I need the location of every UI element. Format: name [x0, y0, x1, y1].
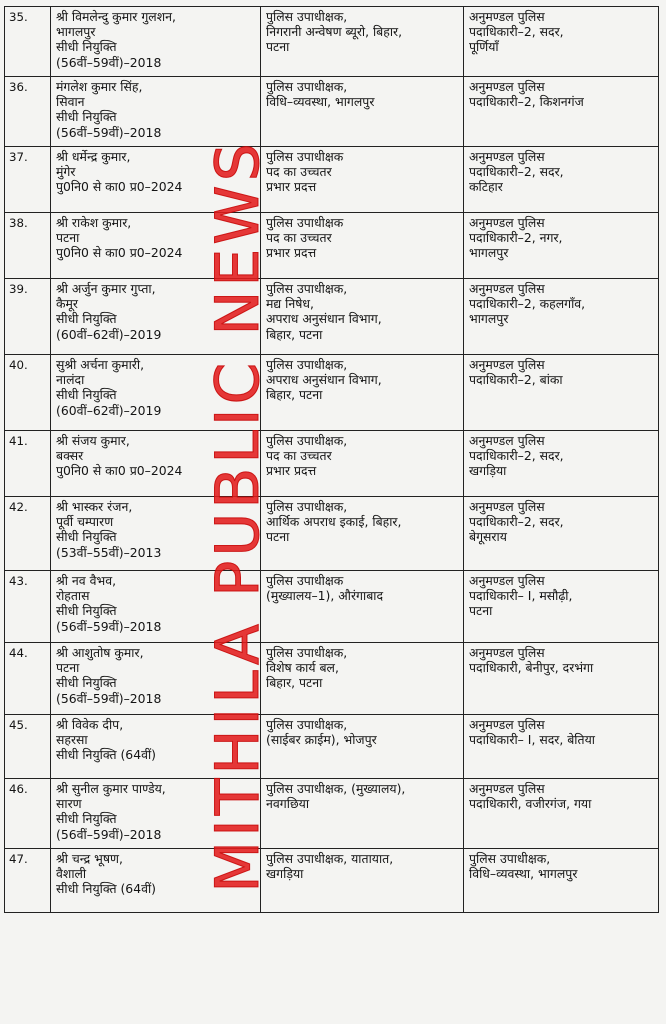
officer-line: सीधी नियुक्ति: [56, 675, 117, 691]
current-post-cell: [261, 643, 464, 715]
officer-line: सारण: [56, 796, 82, 812]
table-row: [5, 213, 659, 279]
officer-line: (56वीं–59वीं)–2018: [56, 826, 162, 842]
current-post-line: पुलिस उपाधीक्षक, यातायात,: [266, 851, 394, 866]
current-post-cell: [261, 147, 464, 213]
officer-line: सहरसा: [56, 732, 88, 748]
officer-line: नालंदा: [56, 372, 85, 388]
new-post-line: पूर्णियाँ: [469, 39, 499, 55]
officer-line: (60वीं–62वीं)–2019: [56, 326, 162, 342]
current-post-line: पुलिस उपाधीक्षक: [266, 573, 344, 588]
current-post-line: विशेष कार्य बल,: [266, 660, 339, 676]
officer-cell: [51, 643, 261, 715]
new-post-line: पदाधिकारी–2, कहलगाँव,: [469, 296, 586, 312]
table-row: [5, 715, 659, 779]
officer-line: सीधी नियुक्ति: [56, 811, 117, 827]
table-row: [5, 849, 659, 913]
current-post-line: प्रभार प्रदत्त: [266, 245, 317, 261]
transfer-table: [4, 6, 659, 913]
officer-line: सीधी नियुक्ति: [56, 109, 117, 125]
current-post-line: प्रभार प्रदत्त: [266, 463, 317, 479]
officer-line: कैमूर: [56, 296, 78, 312]
current-post-cell: [261, 279, 464, 355]
officer-line: (56वीं–59वीं)–2018: [56, 690, 162, 706]
new-post-line: पुलिस उपाधीक्षक,: [469, 851, 551, 866]
officer-cell: [51, 355, 261, 431]
officer-line: सीधी नियुक्ति: [56, 387, 117, 403]
new-post-cell: [464, 147, 659, 213]
table-row: [5, 779, 659, 849]
new-post-line: पदाधिकारी–2, नगर,: [469, 230, 563, 246]
officer-cell: [51, 77, 261, 147]
officer-line: भागलपुर: [56, 24, 96, 40]
new-post-line: भागलपुर: [469, 311, 509, 327]
officer-line: सीधी नियुक्ति (64वीं): [56, 881, 157, 897]
serial-number: 44.: [5, 643, 51, 715]
officer-line: श्री आशुतोष कुमार,: [56, 645, 144, 660]
current-post-line: प्रभार प्रदत्त: [266, 179, 317, 195]
new-post-cell: [464, 497, 659, 571]
current-post-line: पुलिस उपाधीक्षक, (मुख्यालय),: [266, 781, 406, 796]
officer-line: सीधी नियुक्ति: [56, 603, 117, 619]
new-post-cell: [464, 355, 659, 431]
new-post-line: पदाधिकारी–2, सदर,: [469, 24, 564, 40]
current-post-line: नवगछिया: [266, 796, 310, 812]
officer-cell: [51, 779, 261, 849]
current-post-cell: [261, 849, 464, 913]
new-post-cell: [464, 643, 659, 715]
new-post-line: विधि–व्यवस्था, भागलपुर: [469, 866, 578, 882]
new-post-line: भागलपुर: [469, 245, 509, 261]
serial-number: 37.: [5, 147, 51, 213]
new-post-cell: [464, 849, 659, 913]
current-post-line: पद का उच्चतर: [266, 230, 332, 246]
current-post-line: पटना: [266, 39, 290, 55]
current-post-line: (साईबर क्राईम), भोजपुर: [266, 732, 377, 748]
transfer-table-body: [5, 7, 659, 913]
current-post-line: पुलिस उपाधीक्षक,: [266, 79, 348, 94]
new-post-cell: [464, 7, 659, 77]
officer-cell: [51, 7, 261, 77]
officer-line: पटना: [56, 230, 80, 246]
current-post-line: अपराध अनुसंधान विभाग,: [266, 311, 382, 327]
new-post-cell: [464, 779, 659, 849]
current-post-line: बिहार, पटना: [266, 326, 323, 342]
table-row: [5, 279, 659, 355]
table-row: [5, 147, 659, 213]
officer-cell: [51, 147, 261, 213]
current-post-cell: [261, 7, 464, 77]
table-row: [5, 7, 659, 77]
new-post-line: अनुमण्डल पुलिस: [469, 645, 545, 660]
current-post-line: विधि–व्यवस्था, भागलपुर: [266, 94, 375, 110]
officer-line: पु0नि0 से का0 प्र0–2024: [56, 179, 183, 195]
officer-cell: [51, 431, 261, 497]
current-post-cell: [261, 571, 464, 643]
new-post-line: अनुमण्डल पुलिस: [469, 9, 545, 24]
officer-line: श्री राकेश कुमार,: [56, 215, 132, 230]
officer-line: श्री विमलेन्दु कुमार गुलशन,: [56, 9, 176, 24]
new-post-line: पदाधिकारी–2, सदर,: [469, 164, 564, 180]
current-post-line: पुलिस उपाधीक्षक,: [266, 717, 348, 732]
current-post-line: पुलिस उपाधीक्षक,: [266, 645, 348, 660]
current-post-line: अपराध अनुसंधान विभाग,: [266, 372, 382, 388]
officer-cell: [51, 849, 261, 913]
serial-number: 36.: [5, 77, 51, 147]
new-post-line: अनुमण्डल पुलिस: [469, 79, 545, 94]
new-post-line: खगड़िया: [469, 463, 507, 479]
officer-line: (53वीं–55वीं)–2013: [56, 544, 162, 560]
serial-number: 45.: [5, 715, 51, 779]
new-post-line: पदाधिकारी, वजीरगंज, गया: [469, 796, 592, 812]
current-post-line: पुलिस उपाधीक्षक,: [266, 433, 348, 448]
officer-line: सीधी नियुक्ति: [56, 39, 117, 55]
officer-line: (56वीं–59वीं)–2018: [56, 618, 162, 634]
new-post-line: पदाधिकारी– I, मसौढ़ी,: [469, 588, 573, 604]
current-post-cell: [261, 77, 464, 147]
new-post-line: पदाधिकारी– I, सदर, बेतिया: [469, 732, 595, 748]
new-post-cell: [464, 571, 659, 643]
officer-line: सीधी नियुक्ति: [56, 529, 117, 545]
new-post-line: पदाधिकारी–2, सदर,: [469, 448, 564, 464]
table-row: [5, 643, 659, 715]
current-post-line: निगरानी अन्वेषण ब्यूरो, बिहार,: [266, 24, 403, 40]
current-post-line: आर्थिक अपराध इकाई, बिहार,: [266, 514, 402, 530]
officer-line: श्री भास्कर रंजन,: [56, 499, 133, 514]
new-post-line: अनुमण्डल पुलिस: [469, 149, 545, 164]
officer-cell: [51, 213, 261, 279]
current-post-cell: [261, 779, 464, 849]
current-post-line: पुलिस उपाधीक्षक,: [266, 281, 348, 296]
new-post-line: अनुमण्डल पुलिस: [469, 717, 545, 732]
officer-line: श्री संजय कुमार,: [56, 433, 130, 448]
serial-number: 41.: [5, 431, 51, 497]
officer-line: सुश्री अर्चना कुमारी,: [56, 357, 145, 372]
officer-line: वैशाली: [56, 866, 87, 882]
new-post-line: अनुमण्डल पुलिस: [469, 357, 545, 372]
current-post-line: बिहार, पटना: [266, 675, 323, 691]
current-post-line: मद्य निषेध,: [266, 296, 314, 312]
officer-line: श्री विवेक दीप,: [56, 717, 124, 732]
new-post-cell: [464, 431, 659, 497]
officer-cell: [51, 571, 261, 643]
new-post-line: पदाधिकारी–2, बांका: [469, 372, 563, 388]
officer-line: मुंगेर: [56, 164, 76, 180]
table-row: [5, 431, 659, 497]
serial-number: 46.: [5, 779, 51, 849]
officer-cell: [51, 497, 261, 571]
officer-line: सिवान: [56, 94, 85, 110]
watermark-text: MITHILA PUBLIC NEWS: [203, 139, 273, 893]
serial-number: 39.: [5, 279, 51, 355]
officer-line: (56वीं–59वीं)–2018: [56, 124, 162, 140]
current-post-cell: [261, 213, 464, 279]
current-post-line: पुलिस उपाधीक्षक: [266, 215, 344, 230]
officer-line: रोहतास: [56, 588, 90, 604]
officer-line: पटना: [56, 660, 80, 676]
new-post-line: कटिहार: [469, 179, 503, 195]
new-post-cell: [464, 715, 659, 779]
new-post-line: अनुमण्डल पुलिस: [469, 281, 545, 296]
serial-number: 35.: [5, 7, 51, 77]
table-row: [5, 77, 659, 147]
new-post-line: अनुमण्डल पुलिस: [469, 215, 545, 230]
officer-line: मंगलेश कुमार सिंह,: [56, 79, 143, 94]
officer-line: श्री धर्मेन्द्र कुमार,: [56, 149, 131, 164]
current-post-cell: [261, 431, 464, 497]
serial-number: 38.: [5, 213, 51, 279]
new-post-line: अनुमण्डल पुलिस: [469, 499, 545, 514]
new-post-line: पदाधिकारी–2, किशनगंज: [469, 94, 584, 110]
officer-line: श्री नव वैभव,: [56, 573, 117, 588]
new-post-cell: [464, 279, 659, 355]
current-post-line: खगड़िया: [266, 866, 304, 882]
serial-number: 43.: [5, 571, 51, 643]
officer-line: श्री सुनील कुमार पाण्डेय,: [56, 781, 166, 796]
current-post-line: पुलिस उपाधीक्षक,: [266, 9, 348, 24]
current-post-cell: [261, 355, 464, 431]
current-post-line: पुलिस उपाधीक्षक,: [266, 499, 348, 514]
new-post-line: पदाधिकारी–2, सदर,: [469, 514, 564, 530]
current-post-line: पुलिस उपाधीक्षक,: [266, 357, 348, 372]
current-post-line: (मुख्यालय–1), औरंगाबाद: [266, 588, 384, 604]
new-post-line: पटना: [469, 603, 493, 619]
current-post-cell: [261, 715, 464, 779]
officer-line: पु0नि0 से का0 प्र0–2024: [56, 245, 183, 261]
serial-number: 42.: [5, 497, 51, 571]
table-row: [5, 497, 659, 571]
new-post-line: अनुमण्डल पुलिस: [469, 781, 545, 796]
table-row: [5, 571, 659, 643]
officer-line: बक्सर: [56, 448, 84, 464]
current-post-line: बिहार, पटना: [266, 387, 323, 403]
officer-cell: [51, 715, 261, 779]
officer-line: श्री चन्द्र भूषण,: [56, 851, 123, 866]
current-post-line: पटना: [266, 529, 290, 545]
officer-cell: [51, 279, 261, 355]
new-post-cell: [464, 77, 659, 147]
current-post-line: पुलिस उपाधीक्षक: [266, 149, 344, 164]
officer-line: श्री अर्जुन कुमार गुप्ता,: [56, 281, 156, 296]
new-post-cell: [464, 213, 659, 279]
officer-line: (60वीं–62वीं)–2019: [56, 402, 162, 418]
serial-number: 47.: [5, 849, 51, 913]
new-post-line: बेगूसराय: [469, 529, 507, 545]
current-post-cell: [261, 497, 464, 571]
current-post-line: पद का उच्चतर: [266, 448, 332, 464]
officer-line: पूर्वी चम्पारण: [56, 514, 114, 530]
table-row: [5, 355, 659, 431]
officer-line: सीधी नियुक्ति: [56, 311, 117, 327]
new-post-line: अनुमण्डल पुलिस: [469, 573, 545, 588]
new-post-line: अनुमण्डल पुलिस: [469, 433, 545, 448]
serial-number: 40.: [5, 355, 51, 431]
new-post-line: पदाधिकारी, बेनीपुर, दरभंगा: [469, 660, 594, 676]
current-post-line: पद का उच्चतर: [266, 164, 332, 180]
officer-line: (56वीं–59वीं)–2018: [56, 54, 162, 70]
officer-line: पु0नि0 से का0 प्र0–2024: [56, 463, 183, 479]
officer-line: सीधी नियुक्ति (64वीं): [56, 747, 157, 763]
